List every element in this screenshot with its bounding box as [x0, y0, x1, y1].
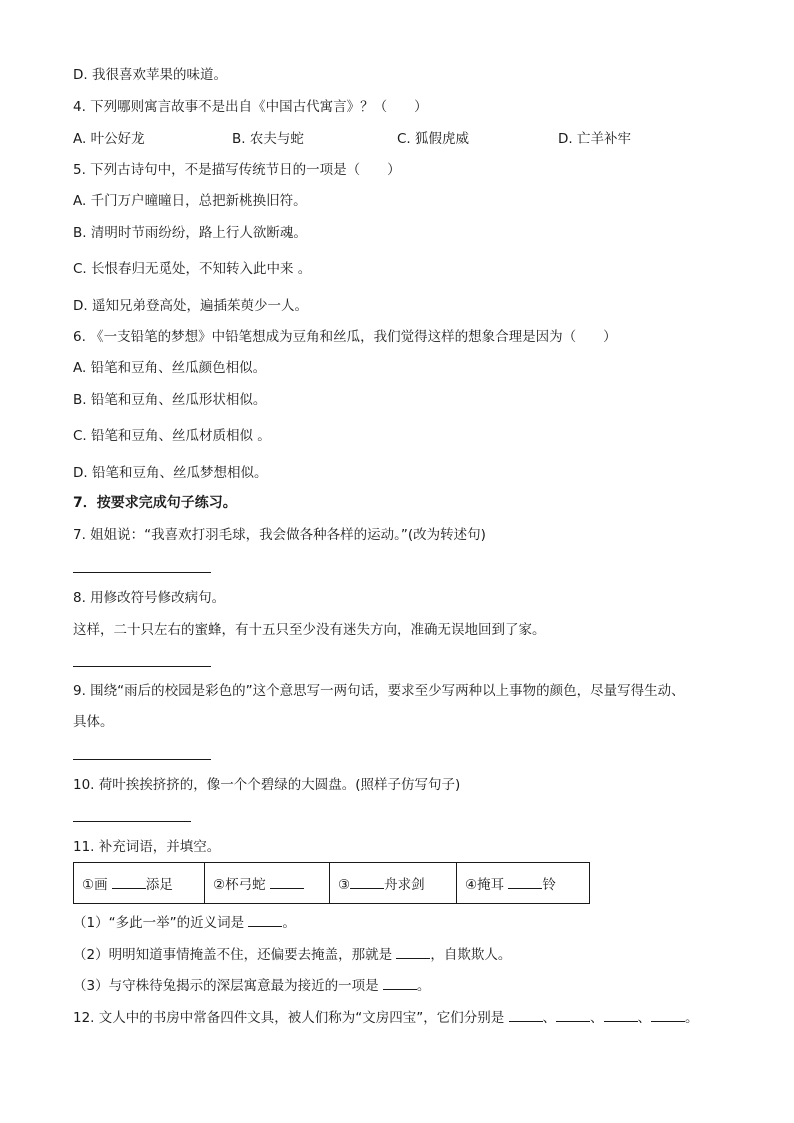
q12-sep-1: 、	[542, 1010, 557, 1026]
sub-1-text: （1）“多此一举”的近义词是	[73, 915, 249, 931]
question-10-text: 10. 荷叶挨挨挤挤的，像一个个碧绿的大圆盘。(照样子仿写句子)	[73, 777, 461, 793]
sub-3-blank[interactable]	[383, 975, 417, 990]
sub-3-text: （3）与守株待兔揭示的深层寓意最为接近的一项是	[73, 978, 383, 994]
question-4-option-c: C. 狐假虎威	[397, 131, 470, 147]
question-12-text: 12. 文人中的书房中常备四件文具，被人们称为“文房四宝”，它们分别是	[73, 1010, 509, 1026]
idiom-1-post: 添足	[145, 877, 173, 893]
question-5-option-c: C. 长恨春归无觅处，不知转入此中来 。	[73, 261, 312, 277]
answer-line-q8	[73, 666, 211, 667]
q12-sep-2: 、	[590, 1010, 604, 1026]
idiom-1-blank[interactable]	[112, 874, 146, 889]
question-8-text: 8. 用修改符号修改病句。	[73, 590, 226, 606]
idiom-1-pre: ①画	[82, 877, 112, 893]
question-9-line-1: 9. 围绕“雨后的校园是彩色的”这个意思写一两句话，要求至少写两种以上事物的颜色，尽量写得生动、	[73, 683, 685, 699]
question-6-option-b: B. 铅笔和豆角、丝瓜形状相似。	[73, 392, 267, 408]
question-11-sub-3	[73, 975, 430, 995]
sub-2-blank[interactable]	[396, 944, 430, 959]
idiom-cell-3	[330, 863, 457, 904]
question-5-option-b: B. 清明时节雨纷纷，路上行人欲断魂。	[73, 225, 307, 241]
idiom-table	[73, 862, 590, 904]
question-7-text: 7. 姐姐说：“我喜欢打羽毛球，我会做各种各样的运动。”(改为转述句)	[73, 527, 486, 543]
answer-line-q10	[73, 821, 191, 822]
sub-3-end: 。	[416, 978, 431, 994]
question-6-option-d: D. 铅笔和豆角、丝瓜梦想相似。	[73, 465, 268, 481]
q12-blank-4[interactable]	[651, 1007, 685, 1022]
sub-1-end: 。	[282, 915, 296, 931]
answer-line-q7	[73, 572, 211, 573]
idiom-4-post: 铃	[542, 877, 556, 893]
idiom-3-post: 舟求剑	[384, 877, 425, 893]
question-8-sentence: 这样，二十只左右的蜜蜂，有十五只至少没有迷失方向，准确无误地回到了家。	[73, 622, 546, 638]
question-11-sub-2	[73, 944, 511, 964]
idiom-cell-2	[205, 863, 330, 904]
question-5-stem: 5. 下列古诗句中，不是描写传统节日的一项是（ ）	[73, 162, 401, 178]
question-5-option-d: D. 遥知兄弟登高处，遍插茱萸少一人。	[73, 298, 308, 314]
sub-2-end: ，自欺欺人。	[430, 947, 512, 963]
q12-blank-2[interactable]	[556, 1007, 590, 1022]
idiom-4-blank[interactable]	[508, 874, 542, 889]
idiom-2-blank[interactable]	[270, 874, 304, 889]
idiom-cell-4	[457, 863, 590, 904]
q12-sep-3: 、	[637, 1010, 652, 1026]
question-9-line-2: 具体。	[73, 714, 114, 730]
question-4-stem: 4. 下列哪则寓言故事不是出自《中国古代寓言》？（ ）	[73, 99, 428, 115]
q12-blank-3[interactable]	[604, 1007, 638, 1022]
idiom-3-blank[interactable]	[350, 874, 384, 889]
question-6-stem: 6. 《一支铅笔的梦想》中铅笔想成为豆角和丝瓜，我们觉得这样的想象合理是因为（ ）	[73, 329, 617, 345]
idiom-cell-1	[74, 863, 205, 904]
question-11-stem: 11. 补充词语，并填空。	[73, 839, 221, 855]
sub-2-text: （2）明明知道事情掩盖不住，还偏要去掩盖，那就是	[73, 947, 397, 963]
q12-blank-1[interactable]	[509, 1007, 543, 1022]
sub-1-blank[interactable]	[248, 912, 282, 927]
question-12	[73, 1007, 699, 1027]
question-3-option-d: D. 我很喜欢苹果的味道。	[73, 67, 227, 83]
idiom-3-pre: ③	[338, 877, 351, 893]
idiom-2-pre: ②杯弓蛇	[213, 877, 270, 893]
question-6-option-c: C. 铅笔和豆角、丝瓜材质相似 。	[73, 428, 271, 444]
answer-line-q9	[73, 759, 211, 760]
question-11-sub-1	[73, 912, 296, 932]
question-4-option-d: D. 亡羊补牢	[558, 131, 631, 147]
question-4-option-b: B. 农夫与蛇	[232, 131, 304, 147]
idiom-4-pre: ④掩耳	[465, 877, 509, 893]
q12-end: 。	[685, 1010, 699, 1026]
question-5-option-a: A. 千门万户曈曈日，总把新桃换旧符。	[73, 193, 307, 209]
section-7-title: 7．按要求完成句子练习。	[73, 495, 237, 511]
question-6-option-a: A. 铅笔和豆角、丝瓜颜色相似。	[73, 360, 267, 376]
question-4-option-a: A. 叶公好龙	[73, 131, 145, 147]
